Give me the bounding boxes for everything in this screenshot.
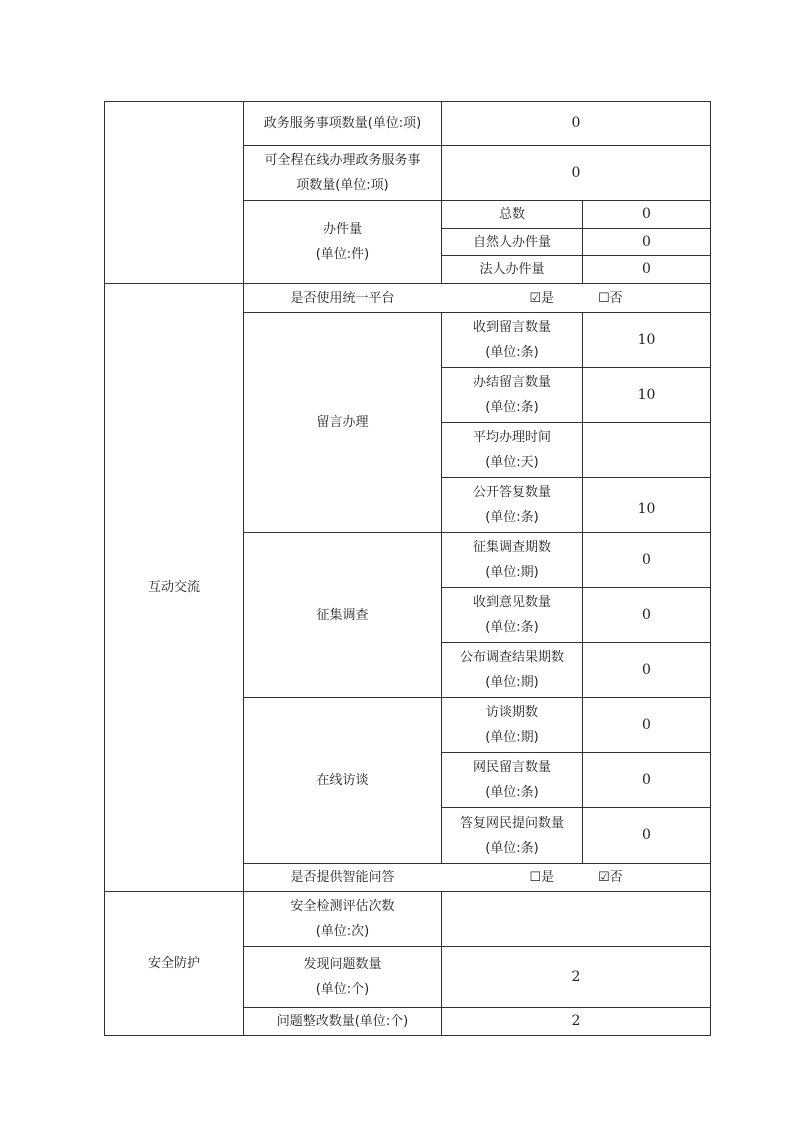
value-text: 0 — [642, 771, 651, 788]
inspection-label — [244, 892, 441, 946]
online-full-items-label — [244, 146, 441, 200]
label-line: 访谈期数 — [485, 705, 538, 720]
value-text: 2 — [571, 1013, 581, 1029]
group-label-text: 在线访谈 — [316, 773, 369, 788]
label-line: 可全程在线办理政务服务事 — [264, 153, 421, 168]
handled-natural-person-label — [442, 229, 582, 255]
label-line: 公开答复数量 — [472, 485, 551, 500]
unified-platform-choice — [442, 284, 710, 312]
metric-label — [442, 478, 582, 532]
issues-fixed-label-text: 问题整改数量(单位:个) — [276, 1014, 409, 1029]
label-line: 网民留言数量 — [472, 760, 551, 775]
sub-value: 0 — [642, 206, 651, 222]
metric-value — [583, 533, 710, 587]
label-line: 办件量 — [322, 222, 362, 237]
issues-fixed-value — [442, 1008, 710, 1035]
handled-natural-person-value — [583, 229, 710, 255]
sub-label: 总数 — [498, 207, 525, 222]
label-line: (单位:条) — [485, 400, 539, 415]
gov-service-items-label-text: 政务服务事项数量(单位:项) — [263, 116, 422, 131]
handled-legal-person-label — [442, 256, 582, 283]
table-border-right — [710, 101, 711, 1036]
metric-value — [583, 753, 710, 807]
label-line: 公布调查结果期数 — [459, 650, 564, 665]
label-line: (单位:个) — [315, 982, 370, 997]
label-line: (单位:期) — [485, 730, 539, 745]
handled-legal-person-value — [583, 256, 710, 283]
metric-value — [583, 588, 710, 642]
label-line: 安全检测评估次数 — [290, 899, 395, 914]
label-line: (单位:条) — [485, 785, 539, 800]
metric-label — [442, 808, 582, 863]
sub-label: 自然人办件量 — [472, 234, 551, 250]
smart-qa-no-checkbox: ☑否 — [598, 870, 623, 885]
issues-fixed-label — [244, 1008, 441, 1035]
label-line: 办结留言数量 — [472, 375, 551, 390]
handled-volume-label — [244, 201, 441, 283]
smart-qa-yes-checkbox: ☐是 — [529, 870, 554, 885]
label-line: 答复网民提问数量 — [459, 815, 564, 831]
interaction-section-label — [105, 284, 243, 891]
label-line: 项数量(单位:项) — [296, 178, 389, 193]
security-section-label — [105, 892, 243, 1035]
label-line: (单位:条) — [485, 620, 539, 635]
metric-value — [583, 368, 710, 422]
group-label-text: 留言办理 — [316, 415, 369, 430]
metric-label — [442, 423, 582, 477]
survey-label — [244, 533, 441, 697]
label-line: 收到留言数量 — [472, 320, 551, 335]
value-text: 10 — [637, 501, 656, 517]
issues-found-value — [442, 947, 710, 1007]
label-line: (单位:次) — [315, 924, 370, 939]
smart-qa-label — [244, 864, 441, 891]
metric-label — [442, 698, 582, 752]
metric-label — [442, 313, 582, 367]
group-label-text: 征集调查 — [316, 607, 369, 623]
section-label-text: 安全防护 — [147, 956, 200, 971]
sub-label: 法人办件量 — [479, 262, 545, 277]
online-full-items-value-text: 0 — [571, 164, 581, 181]
value-text: 2 — [571, 968, 581, 985]
metric-label — [442, 588, 582, 642]
label-line: (单位:天) — [485, 455, 539, 470]
value-text: 10 — [637, 386, 656, 403]
unified-platform-yes-checkbox: ☑是 — [529, 290, 554, 306]
metric-label — [442, 753, 582, 807]
gov-service-items-label — [244, 102, 441, 145]
label-line: 平均办理时间 — [472, 430, 551, 445]
gov-service-items-value — [442, 102, 710, 145]
metric-value — [583, 478, 710, 532]
message-handling-label — [244, 313, 441, 532]
value-text: 0 — [642, 827, 651, 843]
table-border-bottom — [104, 1035, 711, 1036]
label-line: (单位:条) — [485, 345, 539, 360]
smart-qa-choice — [442, 864, 710, 891]
metric-label — [442, 533, 582, 587]
label-line: 发现问题数量 — [303, 957, 382, 972]
value-text: 0 — [642, 661, 651, 678]
metric-label — [442, 368, 582, 422]
unified-platform-label — [244, 284, 441, 312]
gov-service-items-value-text: 0 — [571, 115, 581, 131]
metric-label — [442, 643, 582, 697]
issues-found-label — [244, 947, 441, 1007]
label-line: 征集调查期数 — [472, 540, 551, 555]
value-text: 0 — [642, 606, 651, 623]
label-line: 收到意见数量 — [472, 595, 551, 610]
unified-platform-label-text: 是否使用统一平台 — [290, 290, 395, 306]
label-line: (单位:条) — [485, 840, 539, 856]
smart-qa-label-text: 是否提供智能问答 — [290, 870, 395, 885]
section-label-text: 互动交流 — [147, 580, 200, 595]
label-line: (单位:条) — [485, 510, 539, 525]
handled-total-label — [442, 201, 582, 228]
metric-value — [583, 313, 710, 367]
online-interview-label — [244, 698, 441, 863]
metric-value — [583, 808, 710, 863]
metric-value — [583, 698, 710, 752]
unified-platform-no-checkbox: ☐否 — [598, 290, 623, 306]
inspection-value — [442, 892, 710, 946]
label-line: (单位:件) — [315, 247, 370, 262]
sub-value: 0 — [642, 233, 651, 250]
sub-value: 0 — [642, 261, 651, 277]
value-text: 0 — [642, 716, 651, 733]
metric-value — [583, 423, 710, 477]
value-text: 10 — [637, 331, 656, 348]
metric-value — [583, 643, 710, 697]
online-full-items-value — [442, 146, 710, 200]
label-line: (单位:期) — [485, 675, 539, 690]
label-line: (单位:期) — [485, 565, 539, 580]
handled-total-value — [583, 201, 710, 228]
value-text: 0 — [642, 551, 651, 568]
